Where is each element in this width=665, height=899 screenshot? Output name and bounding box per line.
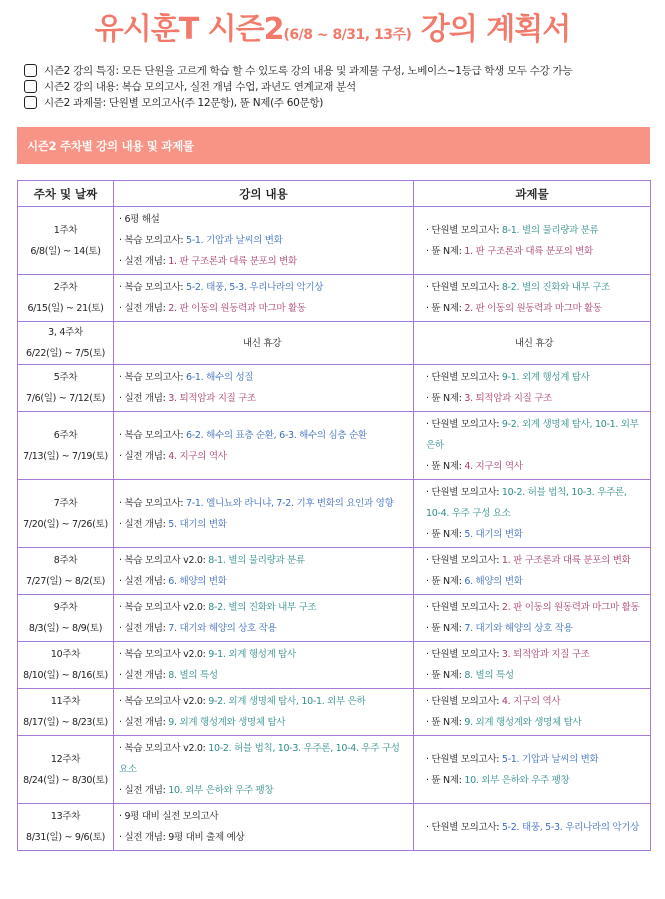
item-label: · 단원별 모의고사: — [426, 753, 502, 765]
item-topic: 3. 퇴적암과 지질 구조 — [501, 649, 590, 660]
homework-item — [426, 817, 642, 838]
item-label: · 6평 해설 — [119, 214, 160, 225]
content-cell — [114, 275, 414, 322]
week-date: 6/15(일) ~ 21(토) — [27, 303, 104, 314]
item-topic: 1. 판 구조론과 대륙 분포의 변화 — [168, 256, 297, 267]
item-topic: 3. 퇴적암과 지질 구조 — [168, 393, 256, 404]
item-topic: 2. 판 이동의 원동력과 마그마 활동 — [464, 303, 602, 314]
checkbox-icon[interactable] — [24, 96, 37, 109]
content-cell — [114, 365, 414, 412]
item-topic: 4. 지구의 역사 — [464, 461, 523, 472]
item-topic: 8-1. 별의 물리량과 분류 — [501, 224, 599, 236]
homework-item — [426, 241, 642, 262]
item-label: · 실전 개념: — [119, 256, 169, 267]
item-topic: 5-1. 기압과 날씨의 변화 — [186, 235, 283, 246]
item-topic: 7. 대기와 해양의 상호 작용 — [168, 623, 277, 634]
item-topic: 5-1. 기압과 날씨의 변화 — [501, 753, 599, 765]
item-label: · 단원별 모의고사: — [426, 419, 502, 430]
week-date: 8/3(일) ~ 8/9(토) — [28, 623, 103, 634]
item-label: · 복습 모의고사: — [119, 497, 187, 509]
item-topic: 10. 외부 은하와 우주 팽창 — [464, 774, 570, 786]
content-item — [119, 446, 405, 467]
homework-item — [426, 597, 642, 618]
section-title: 시즌2 주차별 강의 내용 및 과제물 — [27, 138, 194, 153]
content-item — [119, 597, 405, 618]
checkbox-icon[interactable] — [24, 80, 37, 93]
homework-item — [426, 524, 642, 545]
homework-item — [426, 550, 642, 571]
content-cell — [114, 322, 414, 365]
item-label: · 단원별 모의고사: — [426, 696, 502, 707]
item-label: · 뜐 N제: — [426, 670, 465, 681]
item-label: · 뜐 N제: — [426, 774, 465, 786]
item-label: · 복습 모의고사: — [119, 235, 187, 246]
week-label: 7주차 — [53, 497, 78, 509]
item-topic: 6-1. 해수의 성질 — [186, 372, 254, 383]
table-row — [18, 642, 651, 689]
item-topic: 1. 판 구조론과 대륙 분포의 변화 — [501, 555, 631, 566]
content-item — [119, 367, 405, 388]
week-label: 10주차 — [50, 649, 81, 660]
table-row — [18, 365, 651, 412]
week-date: 6/8(일) ~ 14(토) — [30, 245, 101, 257]
item-label: · 실전 개념: — [119, 518, 169, 530]
item-topic: 10. 외부 은하와 우주 팽창 — [168, 785, 274, 796]
homework-item — [426, 712, 642, 733]
item-topic: 5-2. 태풍, 5-3. 우리나라의 악기상 — [501, 821, 639, 833]
week-label: 1주차 — [53, 224, 78, 236]
content-cell — [114, 642, 414, 689]
content-item — [119, 618, 405, 639]
item-label: · 뜐 N제: — [426, 623, 465, 634]
item-label: · 실전 개념: — [119, 450, 169, 462]
week-label: 6주차 — [53, 429, 78, 441]
table-row — [18, 412, 651, 480]
week-date: 8/17(일) ~ 8/23(토) — [23, 717, 108, 728]
week-cell — [18, 736, 114, 804]
content-cell — [114, 736, 414, 804]
item-label: · 복습 모의고사 v2.0: — [119, 555, 209, 566]
homework-item — [426, 367, 642, 388]
feature-list — [24, 62, 654, 110]
item-label: · 단원별 모의고사: — [426, 555, 502, 566]
content-item — [119, 298, 405, 319]
item-label: · 단원별 모의고사: — [426, 224, 502, 236]
item-topic: 9-1. 외계 행성계 탐사 — [501, 372, 590, 383]
week-date: 7/6(일) ~ 7/12(토) — [25, 393, 105, 404]
item-label: · 단원별 모의고사: — [426, 487, 502, 498]
content-cell — [114, 689, 414, 736]
item-topic: 5. 대기의 변화 — [168, 518, 227, 530]
week-cell — [18, 275, 114, 322]
feature-item — [24, 94, 654, 110]
content-item — [119, 277, 405, 298]
title-period: (6/8 ~ 8/31, 13주) — [283, 27, 412, 43]
week-cell — [18, 207, 114, 275]
week-cell — [18, 365, 114, 412]
item-label: · 실전 개념: — [119, 785, 169, 796]
item-topic: 2. 판 이동의 원동력과 마그마 활동 — [501, 602, 640, 613]
item-label: · 뜐 N제: — [426, 245, 465, 257]
week-cell — [18, 480, 114, 548]
item-topic: 3. 퇴적암과 지질 구조 — [464, 393, 552, 404]
break-notice: 내신 휴강 — [242, 337, 282, 349]
table-row — [18, 595, 651, 642]
item-label: · 단원별 모의고사: — [426, 602, 502, 613]
content-item — [119, 806, 405, 827]
feature-text: 시즌2 강의 내용: 복습 모의고사, 실전 개념 수업, 과년도 연계교재 분석 — [44, 80, 356, 93]
content-item — [119, 388, 405, 409]
content-item — [119, 738, 405, 780]
homework-item — [426, 770, 642, 791]
homework-cell — [414, 595, 651, 642]
content-item — [119, 209, 405, 230]
table-row — [18, 207, 651, 275]
item-label: · 단원별 모의고사: — [426, 821, 502, 833]
week-date: 7/13(일) ~ 7/19(토) — [23, 450, 108, 462]
item-label: · 뜐 N제: — [426, 717, 465, 728]
item-topic: 9. 외계 행성계와 생명체 탐사 — [168, 717, 286, 728]
item-label: · 실전 개념: — [119, 303, 169, 314]
item-label: · 복습 모의고사 v2.0: — [119, 602, 209, 613]
item-topic: 2. 판 이동의 원동력과 마그마 활동 — [168, 303, 306, 314]
table-row — [18, 689, 651, 736]
break-notice: 내신 휴강 — [514, 337, 554, 349]
content-cell — [114, 548, 414, 595]
homework-item — [426, 618, 642, 639]
week-date: 8/31(일) ~ 9/6(토) — [25, 832, 105, 843]
homework-cell — [414, 365, 651, 412]
homework-item — [426, 691, 642, 712]
homework-cell — [414, 322, 651, 365]
homework-cell — [414, 736, 651, 804]
item-label: · 뜐 N제: — [426, 576, 465, 587]
week-date: 8/24(일) ~ 8/30(토) — [23, 774, 108, 786]
item-topic: 9-2. 외계 생명체 탐사, 10-1. 외부 은하 — [208, 696, 366, 707]
item-label: · 뜐 N제: — [426, 393, 465, 404]
table-row — [18, 480, 651, 548]
homework-item — [426, 298, 642, 319]
item-label: · 뜐 N제: — [426, 461, 465, 472]
item-label: · 실전 개념: — [119, 670, 169, 681]
content-cell — [114, 207, 414, 275]
homework-cell — [414, 275, 651, 322]
item-label: · 뜐 N제: — [426, 303, 465, 314]
week-cell — [18, 642, 114, 689]
homework-item — [426, 456, 642, 477]
content-cell — [114, 595, 414, 642]
header-homework: 과제물 — [414, 181, 651, 207]
content-item — [119, 493, 405, 514]
homework-item — [426, 665, 642, 686]
item-label: · 실전 개념: — [119, 623, 169, 634]
item-label: · 단원별 모의고사: — [426, 649, 502, 660]
item-label: · 9평 대비 실전 모의고사 — [119, 811, 219, 822]
item-topic: 8-1. 별의 물리량과 분류 — [208, 555, 305, 566]
week-label: 5주차 — [53, 372, 78, 383]
content-item — [119, 571, 405, 592]
item-topic: 10-2. 허블 법칙, 10-3. 우주론, 10-4. 우주 구성 요소 — [426, 487, 627, 519]
content-item — [119, 514, 405, 535]
item-label: · 복습 모의고사 v2.0: — [119, 696, 209, 707]
homework-item — [426, 644, 642, 665]
item-label: · 실전 개념: — [119, 576, 169, 587]
homework-cell — [414, 548, 651, 595]
item-label: · 복습 모의고사 v2.0: — [119, 649, 209, 660]
content-item — [119, 665, 405, 686]
week-label: 13주차 — [50, 811, 81, 822]
homework-cell — [414, 207, 651, 275]
week-label: 2주차 — [53, 282, 78, 293]
section-header — [17, 127, 650, 164]
week-label: 3, 4주차 — [48, 327, 83, 338]
header-week: 주차 및 날짜 — [18, 181, 114, 207]
content-item — [119, 550, 405, 571]
homework-item — [426, 388, 642, 409]
homework-item — [426, 482, 642, 524]
week-cell — [18, 412, 114, 480]
homework-item — [426, 749, 642, 770]
content-cell — [114, 480, 414, 548]
homework-cell — [414, 804, 651, 851]
content-item — [119, 251, 405, 272]
week-label: 11주차 — [50, 696, 81, 707]
item-topic: 10-2. 허블 법칙, 10-3. 우주론, 10-4. 우주 구성 요소 — [119, 743, 400, 775]
content-item — [119, 230, 405, 251]
content-item — [119, 780, 405, 801]
item-topic: 7-1. 엘니뇨와 라니냐, 7-2. 기후 변화의 요인과 영향 — [186, 497, 394, 509]
feature-item — [24, 62, 654, 78]
week-date: 6/22(일) ~ 7/5(토) — [25, 348, 105, 359]
week-label: 8주차 — [53, 555, 78, 566]
homework-item — [426, 277, 642, 298]
content-item — [119, 712, 405, 733]
homework-item — [426, 220, 642, 241]
content-cell — [114, 412, 414, 480]
homework-item — [426, 414, 642, 456]
item-label: · 실전 개념: — [119, 393, 169, 404]
content-item — [119, 691, 405, 712]
item-label: · 뜐 N제: — [426, 529, 465, 540]
table-row — [18, 804, 651, 851]
week-cell — [18, 804, 114, 851]
week-date: 7/27(일) ~ 8/2(토) — [25, 576, 105, 587]
feature-text: 시즌2 강의 특징: 모든 단원을 고르게 학습 할 수 있도록 강의 내용 및 과제물 구성, 노베이스~1등급 학생 모두 수강 가능 — [44, 64, 573, 77]
homework-cell — [414, 412, 651, 480]
item-label: · 복습 모의고사 v2.0: — [119, 743, 209, 754]
item-topic: 6. 해양의 변화 — [168, 576, 227, 587]
week-date: 7/20(일) ~ 7/26(토) — [23, 518, 108, 530]
week-label: 12주차 — [50, 753, 81, 765]
content-cell — [114, 804, 414, 851]
title-main-prefix: 유시훈T 시즌2 — [94, 12, 284, 47]
content-item — [119, 425, 405, 446]
title-main-suffix: 강의 계획서 — [420, 12, 571, 47]
item-topic: 9. 외계 행성계와 생명체 탐사 — [464, 717, 582, 728]
table-header-row — [18, 181, 651, 207]
item-label: · 단원별 모의고사: — [426, 282, 502, 293]
item-topic: 1. 판 구조론과 대륙 분포의 변화 — [464, 245, 593, 257]
page-title — [0, 4, 665, 48]
item-topic: 7. 대기와 해양의 상호 작용 — [464, 623, 573, 634]
homework-cell — [414, 689, 651, 736]
item-label: · 실전 개념: — [119, 717, 169, 728]
item-topic: 9-2. 외계 생명체 탐사, 10-1. 외부 은하 — [426, 419, 639, 451]
homework-item — [426, 571, 642, 592]
item-topic: 5-2. 태풍, 5-3. 우리나라의 악기상 — [186, 282, 324, 293]
week-label: 9주차 — [53, 602, 78, 613]
feature-item — [24, 78, 654, 94]
table-row — [18, 322, 651, 365]
item-topic: 5. 대기의 변화 — [464, 529, 523, 540]
item-topic: 4. 지구의 역사 — [501, 696, 561, 707]
feature-text: 시즌2 과제물: 단원별 모의고사(주 12문항), 뜐 N제(주 60문항) — [44, 96, 324, 109]
item-topic: 6-2. 해수의 표층 순환, 6-3. 해수의 심층 순환 — [186, 429, 367, 441]
table-row — [18, 548, 651, 595]
week-cell — [18, 322, 114, 365]
item-topic: 8. 별의 특성 — [168, 670, 218, 681]
item-label: · 복습 모의고사: — [119, 372, 187, 383]
table-row — [18, 736, 651, 804]
item-topic: 6. 해양의 변화 — [464, 576, 523, 587]
header-content: 강의 내용 — [114, 181, 414, 207]
checkbox-icon[interactable] — [24, 64, 37, 77]
item-topic: 8-2. 별의 진화와 내부 구조 — [501, 282, 611, 293]
week-cell — [18, 595, 114, 642]
item-label: · 단원별 모의고사: — [426, 372, 502, 383]
schedule-table — [17, 180, 651, 851]
homework-cell — [414, 480, 651, 548]
item-topic: 8. 별의 특성 — [464, 670, 514, 681]
item-label: · 복습 모의고사: — [119, 429, 187, 441]
week-cell — [18, 689, 114, 736]
table-row — [18, 275, 651, 322]
content-item — [119, 644, 405, 665]
content-item — [119, 827, 405, 848]
item-topic: 9-1. 외계 행성계 탐사 — [208, 649, 296, 660]
item-label: · 실전 개념: 9평 대비 출제 예상 — [119, 832, 245, 843]
week-cell — [18, 548, 114, 595]
item-topic: 8-2. 별의 진화와 내부 구조 — [208, 602, 317, 613]
homework-cell — [414, 642, 651, 689]
item-label: · 복습 모의고사: — [119, 282, 187, 293]
item-topic: 4. 지구의 역사 — [168, 450, 227, 462]
week-date: 8/10(일) ~ 8/16(토) — [23, 670, 108, 681]
